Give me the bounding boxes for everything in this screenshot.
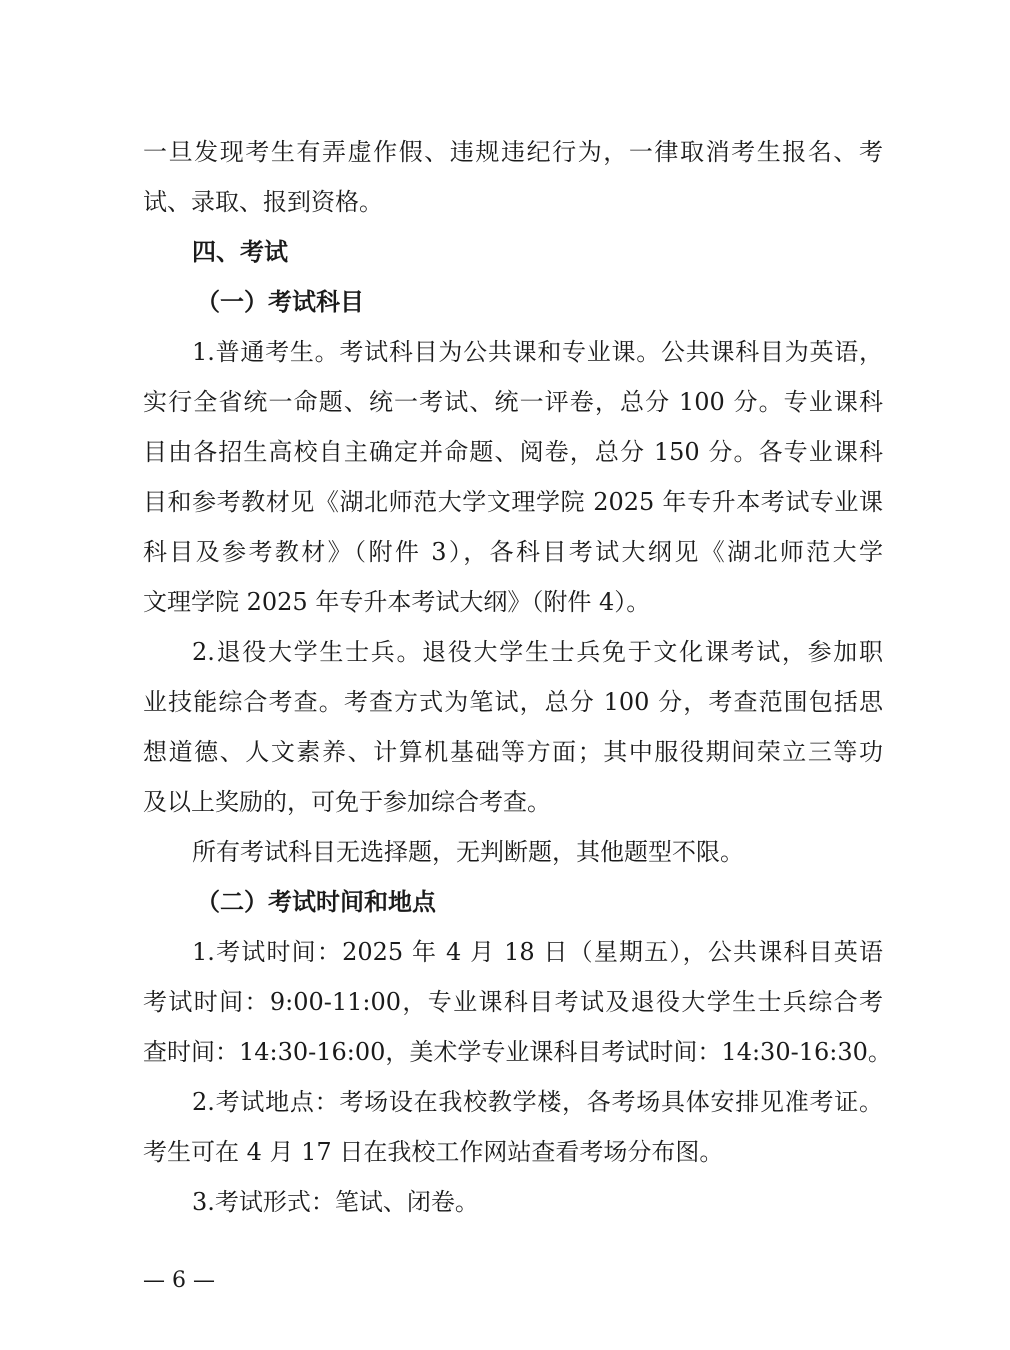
paragraph-line: 1.普通考生。考试科目为公共课和专业课。公共课科目为英语， — [192, 338, 883, 366]
paragraph-line: 想道德、人文素养、计算机基础等方面；其中服役期间荣立三等功 — [143, 738, 883, 766]
section-heading: 四、考试 — [192, 238, 288, 266]
paragraph-line: 试、录取、报到资格。 — [143, 188, 383, 216]
paragraph-line: 实行全省统一命题、统一考试、统一评卷，总分 100 分。专业课科 — [143, 388, 883, 416]
paragraph-line: 考生可在 4 月 17 日在我校工作网站查看考场分布图。 — [143, 1138, 724, 1166]
paragraph-line: 查时间：14:30-16:00，美术学专业课科目考试时间：14:30-16:30。 — [143, 1038, 892, 1066]
paragraph-line: 及以上奖励的，可免于参加综合考查。 — [143, 788, 551, 816]
paragraph-line: 3.考试形式：笔试、闭卷。 — [192, 1188, 479, 1216]
paragraph-line: 业技能综合考查。考查方式为笔试，总分 100 分，考查范围包括思 — [143, 688, 883, 716]
page-number: — 6 — — [143, 1268, 215, 1293]
paragraph-line: 考试时间：9:00-11:00，专业课科目考试及退役大学生士兵综合考 — [143, 988, 883, 1016]
paragraph-line: 2.退役大学生士兵。退役大学生士兵免于文化课考试，参加职 — [192, 638, 883, 666]
paragraph-line: 1.考试时间：2025 年 4 月 18 日（星期五），公共课科目英语 — [192, 938, 883, 966]
paragraph-line: 文理学院 2025 年专升本考试大纲》（附件 4）。 — [143, 588, 651, 616]
subsection-heading: （一）考试科目 — [196, 288, 364, 316]
paragraph-line: 目和参考教材见《湖北师范大学文理学院 2025 年专升本考试专业课 — [143, 488, 883, 516]
paragraph-line: 一旦发现考生有弄虚作假、违规违纪行为，一律取消考生报名、考 — [143, 138, 883, 166]
paragraph-line: 所有考试科目无选择题，无判断题，其他题型不限。 — [192, 838, 744, 866]
subsection-heading: （二）考试时间和地点 — [196, 888, 436, 916]
paragraph-line: 目由各招生高校自主确定并命题、阅卷，总分 150 分。各专业课科 — [143, 438, 883, 466]
paragraph-line: 2.考试地点：考场设在我校教学楼，各考场具体安排见准考证。 — [192, 1088, 883, 1116]
paragraph-line: 科目及参考教材》（附件 3），各科目考试大纲见《湖北师范大学 — [143, 538, 883, 566]
